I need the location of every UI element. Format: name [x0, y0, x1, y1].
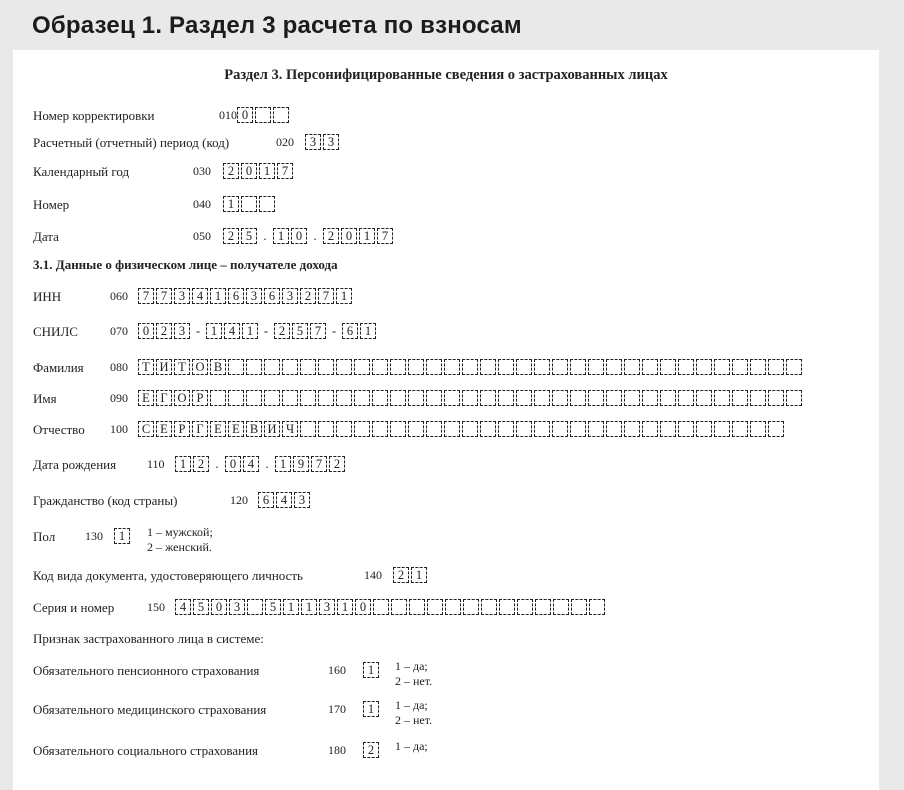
field-cell[interactable]: [264, 390, 280, 406]
field-cell[interactable]: [624, 421, 640, 437]
field-cell[interactable]: [246, 390, 262, 406]
form-page: [13, 50, 879, 790]
code-060: 060: [110, 289, 128, 303]
separator: .: [265, 456, 269, 471]
code-170: 170: [328, 702, 346, 716]
field-cell[interactable]: [498, 390, 514, 406]
field-cell[interactable]: [228, 359, 244, 375]
field-cell[interactable]: [642, 421, 658, 437]
field-cell[interactable]: 4: [175, 599, 191, 615]
field-cell[interactable]: Е: [210, 421, 226, 437]
document-type-field[interactable]: [393, 565, 429, 585]
field-cell[interactable]: 2: [300, 288, 316, 304]
field-cell[interactable]: 1: [206, 323, 222, 339]
field-cell[interactable]: 1: [363, 701, 379, 717]
field-cell[interactable]: [606, 421, 622, 437]
field-cell[interactable]: 2: [393, 567, 409, 583]
field-cell[interactable]: [228, 390, 244, 406]
field-cell[interactable]: [427, 599, 443, 615]
field-cell[interactable]: 0: [211, 599, 227, 615]
field-cell[interactable]: [696, 390, 712, 406]
snils-field[interactable]: [138, 321, 378, 341]
separator: .: [313, 228, 317, 243]
field-cell[interactable]: 1: [411, 567, 427, 583]
field-cell[interactable]: 6: [228, 288, 244, 304]
field-cell[interactable]: 0: [291, 228, 307, 244]
field-cell[interactable]: [408, 421, 424, 437]
field-cell[interactable]: 4: [276, 492, 292, 508]
date-field[interactable]: [223, 226, 395, 246]
field-cell[interactable]: 4: [243, 456, 259, 472]
field-cell[interactable]: [534, 421, 550, 437]
field-cell[interactable]: [480, 359, 496, 375]
field-cell[interactable]: 2: [323, 228, 339, 244]
code-120: 120: [230, 493, 248, 507]
form-title: Раздел 3. Персонифицированные сведения о застрахованных лицах: [224, 67, 668, 83]
medical-options: [395, 698, 432, 728]
label-170: Обязательного медицинского страхования: [33, 702, 267, 717]
label-080: Фамилия: [33, 360, 84, 375]
field-cell[interactable]: [391, 599, 407, 615]
field-cell[interactable]: [534, 359, 550, 375]
citizenship-field[interactable]: [258, 490, 312, 510]
medical-option-2: 2 – нет.: [395, 713, 433, 727]
separator: -: [331, 323, 337, 338]
field-cell[interactable]: 3: [319, 599, 335, 615]
pension-insurance-field[interactable]: [363, 660, 381, 680]
field-cell[interactable]: [498, 421, 514, 437]
field-cell[interactable]: 7: [310, 323, 326, 339]
field-cell[interactable]: [570, 390, 586, 406]
code-090: 090: [110, 391, 128, 405]
field-cell[interactable]: 2: [223, 163, 239, 179]
page-header: Образец 1. Раздел 3 расчета по взносам: [32, 12, 522, 39]
surname-field[interactable]: [138, 357, 804, 377]
field-cell[interactable]: [259, 196, 275, 212]
field-cell[interactable]: 0: [225, 456, 241, 472]
separator: .: [215, 456, 219, 471]
field-cell[interactable]: 7: [156, 288, 172, 304]
field-cell[interactable]: Г: [156, 390, 172, 406]
label-070: СНИЛС: [33, 324, 78, 339]
field-cell[interactable]: [444, 390, 460, 406]
field-cell[interactable]: 5: [241, 228, 257, 244]
field-cell[interactable]: О: [174, 390, 190, 406]
separator: -: [195, 323, 201, 338]
label-150: Серия и номер: [33, 600, 115, 615]
field-cell[interactable]: 2: [193, 456, 209, 472]
field-cell[interactable]: [516, 421, 532, 437]
field-cell[interactable]: [768, 359, 784, 375]
field-cell[interactable]: В: [246, 421, 262, 437]
code-140: 140: [364, 568, 382, 582]
field-cell[interactable]: [660, 421, 676, 437]
code-070: 070: [110, 324, 128, 338]
field-cell[interactable]: 3: [323, 134, 339, 150]
field-cell[interactable]: 1: [359, 228, 375, 244]
code-110: 110: [147, 457, 165, 471]
code-010: 010: [219, 108, 237, 122]
social-option-1: 1 – да;: [395, 739, 428, 753]
field-cell[interactable]: Ч: [282, 421, 298, 437]
field-cell[interactable]: [786, 359, 802, 375]
field-cell[interactable]: 3: [229, 599, 245, 615]
field-cell[interactable]: [624, 390, 640, 406]
field-cell[interactable]: [480, 390, 496, 406]
field-cell[interactable]: 1: [210, 288, 226, 304]
field-cell[interactable]: [247, 599, 263, 615]
code-150: 150: [147, 600, 165, 614]
label-120: Гражданство (код страны): [33, 493, 178, 508]
field-cell[interactable]: 5: [265, 599, 281, 615]
label-140: Код вида документа, удостоверяющего личность: [33, 568, 303, 583]
field-cell[interactable]: [336, 390, 352, 406]
field-cell[interactable]: [372, 421, 388, 437]
field-cell[interactable]: [714, 390, 730, 406]
field-cell[interactable]: [255, 107, 271, 123]
field-cell[interactable]: [517, 599, 533, 615]
field-cell[interactable]: [318, 421, 334, 437]
field-cell[interactable]: [273, 107, 289, 123]
field-cell[interactable]: 1: [360, 323, 376, 339]
field-cell[interactable]: 1: [242, 323, 258, 339]
field-cell[interactable]: 3: [294, 492, 310, 508]
field-cell[interactable]: 2: [274, 323, 290, 339]
field-cell[interactable]: [535, 599, 551, 615]
field-cell[interactable]: [552, 421, 568, 437]
field-cell[interactable]: [300, 421, 316, 437]
field-cell[interactable]: [606, 359, 622, 375]
field-cell[interactable]: [696, 421, 712, 437]
label-130: Пол: [33, 529, 56, 544]
field-cell[interactable]: 4: [224, 323, 240, 339]
insured-sign-heading: Признак застрахованного лица в системе:: [33, 631, 264, 646]
field-cell[interactable]: [372, 359, 388, 375]
field-cell[interactable]: [373, 599, 389, 615]
field-cell[interactable]: [390, 421, 406, 437]
field-cell[interactable]: 7: [311, 456, 327, 472]
field-cell[interactable]: [768, 390, 784, 406]
field-cell[interactable]: [589, 599, 605, 615]
field-cell[interactable]: [571, 599, 587, 615]
field-cell[interactable]: 7: [277, 163, 293, 179]
separator: .: [263, 228, 267, 243]
field-cell[interactable]: [480, 421, 496, 437]
field-cell[interactable]: 1: [301, 599, 317, 615]
field-cell[interactable]: [588, 359, 604, 375]
field-cell[interactable]: [463, 599, 479, 615]
field-cell[interactable]: 7: [138, 288, 154, 304]
field-cell[interactable]: 3: [174, 288, 190, 304]
field-cell[interactable]: 6: [342, 323, 358, 339]
field-cell[interactable]: [462, 359, 478, 375]
field-cell[interactable]: [624, 359, 640, 375]
field-cell[interactable]: [588, 421, 604, 437]
label-040: Номер: [33, 197, 70, 212]
field-cell[interactable]: [241, 196, 257, 212]
field-cell[interactable]: [552, 359, 568, 375]
label-060: ИНН: [33, 289, 62, 304]
field-cell[interactable]: [210, 390, 226, 406]
field-cell[interactable]: [660, 359, 676, 375]
code-180: 180: [328, 743, 346, 757]
field-cell[interactable]: [498, 359, 514, 375]
field-cell[interactable]: [408, 359, 424, 375]
field-cell[interactable]: [409, 599, 425, 615]
field-cell[interactable]: [768, 421, 784, 437]
field-cell[interactable]: Г: [192, 421, 208, 437]
field-cell[interactable]: 4: [192, 288, 208, 304]
field-cell[interactable]: [588, 390, 604, 406]
field-cell[interactable]: [462, 421, 478, 437]
label-020: Расчетный (отчетный) период (код): [33, 135, 230, 150]
field-cell[interactable]: 2: [156, 323, 172, 339]
field-cell[interactable]: [481, 599, 497, 615]
field-cell[interactable]: [678, 421, 694, 437]
field-cell[interactable]: 1: [273, 228, 289, 244]
series-number-field[interactable]: [175, 597, 607, 617]
field-cell[interactable]: 0: [355, 599, 371, 615]
field-cell[interactable]: 2: [363, 742, 379, 758]
field-cell[interactable]: [714, 359, 730, 375]
field-cell[interactable]: [445, 599, 461, 615]
field-cell[interactable]: 1: [283, 599, 299, 615]
field-cell[interactable]: 3: [246, 288, 262, 304]
field-cell[interactable]: [714, 421, 730, 437]
field-cell[interactable]: [678, 390, 694, 406]
code-100: 100: [110, 422, 128, 436]
field-cell[interactable]: [786, 390, 802, 406]
field-cell[interactable]: Е: [138, 390, 154, 406]
field-cell[interactable]: [408, 390, 424, 406]
number-field[interactable]: [223, 194, 277, 214]
field-cell[interactable]: 0: [237, 107, 253, 123]
field-cell[interactable]: 5: [193, 599, 209, 615]
inn-field[interactable]: [138, 286, 354, 306]
label-050: Дата: [33, 229, 59, 244]
gender-option-1: 1 – мужской;: [147, 525, 213, 539]
field-cell[interactable]: 1: [275, 456, 291, 472]
field-cell[interactable]: 6: [258, 492, 274, 508]
field-cell[interactable]: [444, 421, 460, 437]
field-cell[interactable]: В: [210, 359, 226, 375]
label-160: Обязательного пенсионного страхования: [33, 663, 260, 678]
field-cell[interactable]: 5: [292, 323, 308, 339]
gender-option-2: 2 – женский.: [147, 540, 212, 554]
field-cell[interactable]: [750, 390, 766, 406]
field-cell[interactable]: [516, 359, 532, 375]
code-040: 040: [193, 197, 211, 211]
field-cell[interactable]: [570, 421, 586, 437]
correction-number-field[interactable]: [237, 105, 291, 125]
field-cell[interactable]: [678, 359, 694, 375]
field-cell[interactable]: [553, 599, 569, 615]
field-cell[interactable]: [642, 359, 658, 375]
field-cell[interactable]: Т: [138, 359, 154, 375]
field-cell[interactable]: [696, 359, 712, 375]
field-cell[interactable]: Р: [192, 390, 208, 406]
field-cell[interactable]: [732, 390, 748, 406]
field-cell[interactable]: [318, 390, 334, 406]
field-cell[interactable]: [390, 390, 406, 406]
field-cell[interactable]: 1: [363, 662, 379, 678]
field-cell[interactable]: [372, 390, 388, 406]
field-cell[interactable]: [642, 390, 658, 406]
separator: -: [263, 323, 269, 338]
field-cell[interactable]: [336, 421, 352, 437]
field-cell[interactable]: 1: [259, 163, 275, 179]
field-cell[interactable]: [552, 390, 568, 406]
field-cell[interactable]: [264, 359, 280, 375]
field-cell[interactable]: [426, 421, 442, 437]
pension-option-2: 2 – нет.: [395, 674, 433, 688]
field-cell[interactable]: 3: [174, 323, 190, 339]
field-cell[interactable]: [426, 390, 442, 406]
field-cell[interactable]: О: [192, 359, 208, 375]
field-cell[interactable]: [606, 390, 622, 406]
field-cell[interactable]: [444, 359, 460, 375]
field-cell[interactable]: Т: [174, 359, 190, 375]
field-cell[interactable]: 0: [138, 323, 154, 339]
field-cell[interactable]: 7: [377, 228, 393, 244]
field-cell[interactable]: [246, 359, 262, 375]
social-insurance-field[interactable]: [363, 740, 381, 760]
gender-field[interactable]: [114, 526, 132, 546]
gender-options: [147, 525, 213, 555]
field-cell[interactable]: [390, 359, 406, 375]
code-030: 030: [193, 164, 211, 178]
field-cell[interactable]: Р: [174, 421, 190, 437]
field-cell[interactable]: [336, 359, 352, 375]
label-110: Дата рождения: [33, 457, 117, 472]
field-cell[interactable]: [354, 421, 370, 437]
field-cell[interactable]: [300, 359, 316, 375]
field-cell[interactable]: Е: [228, 421, 244, 437]
social-options: [395, 739, 428, 754]
medical-option-1: 1 – да;: [395, 698, 428, 712]
field-cell[interactable]: И: [156, 359, 172, 375]
label-030: Календарный год: [33, 164, 130, 179]
label-100: Отчество: [33, 422, 85, 437]
code-050: 050: [193, 229, 211, 243]
field-cell[interactable]: [499, 599, 515, 615]
field-cell[interactable]: [732, 421, 748, 437]
code-080: 080: [110, 360, 128, 374]
patronymic-field[interactable]: [138, 419, 786, 439]
pension-option-1: 1 – да;: [395, 659, 428, 673]
field-cell[interactable]: 2: [223, 228, 239, 244]
field-cell[interactable]: [462, 390, 478, 406]
field-cell[interactable]: 6: [264, 288, 280, 304]
field-cell[interactable]: 0: [241, 163, 257, 179]
field-cell[interactable]: 1: [337, 599, 353, 615]
field-cell[interactable]: [282, 390, 298, 406]
field-cell[interactable]: 9: [293, 456, 309, 472]
calendar-year-field[interactable]: [223, 161, 295, 181]
field-cell[interactable]: 1: [114, 528, 130, 544]
section-3-1-heading: 3.1. Данные о физическом лице – получателе дохода: [33, 257, 338, 272]
field-cell[interactable]: [660, 390, 676, 406]
field-cell[interactable]: Е: [156, 421, 172, 437]
field-cell[interactable]: [732, 359, 748, 375]
field-cell[interactable]: 1: [336, 288, 352, 304]
field-cell[interactable]: [426, 359, 442, 375]
period-code-field[interactable]: [305, 132, 341, 152]
field-cell[interactable]: 1: [175, 456, 191, 472]
field-cell[interactable]: [570, 359, 586, 375]
field-cell[interactable]: 0: [341, 228, 357, 244]
field-cell[interactable]: [300, 390, 316, 406]
field-cell[interactable]: 1: [223, 196, 239, 212]
field-cell[interactable]: И: [264, 421, 280, 437]
field-cell[interactable]: С: [138, 421, 154, 437]
field-cell[interactable]: [750, 421, 766, 437]
code-130: 130: [85, 529, 103, 543]
label-090: Имя: [33, 391, 57, 406]
field-cell[interactable]: [318, 359, 334, 375]
field-cell[interactable]: [750, 359, 766, 375]
birth-date-field[interactable]: [175, 454, 347, 474]
field-cell[interactable]: [516, 390, 532, 406]
field-cell[interactable]: [354, 359, 370, 375]
field-cell[interactable]: 2: [329, 456, 345, 472]
field-cell[interactable]: 7: [318, 288, 334, 304]
field-cell[interactable]: [534, 390, 550, 406]
pension-options: [395, 659, 432, 689]
field-cell[interactable]: 3: [305, 134, 321, 150]
medical-insurance-field[interactable]: [363, 699, 381, 719]
label-010: Номер корректировки: [33, 108, 155, 123]
label-180: Обязательного социального страхования: [33, 743, 259, 758]
field-cell[interactable]: 3: [282, 288, 298, 304]
first-name-field[interactable]: [138, 388, 804, 408]
code-160: 160: [328, 663, 346, 677]
code-020: 020: [276, 135, 294, 149]
field-cell[interactable]: [282, 359, 298, 375]
field-cell[interactable]: [354, 390, 370, 406]
